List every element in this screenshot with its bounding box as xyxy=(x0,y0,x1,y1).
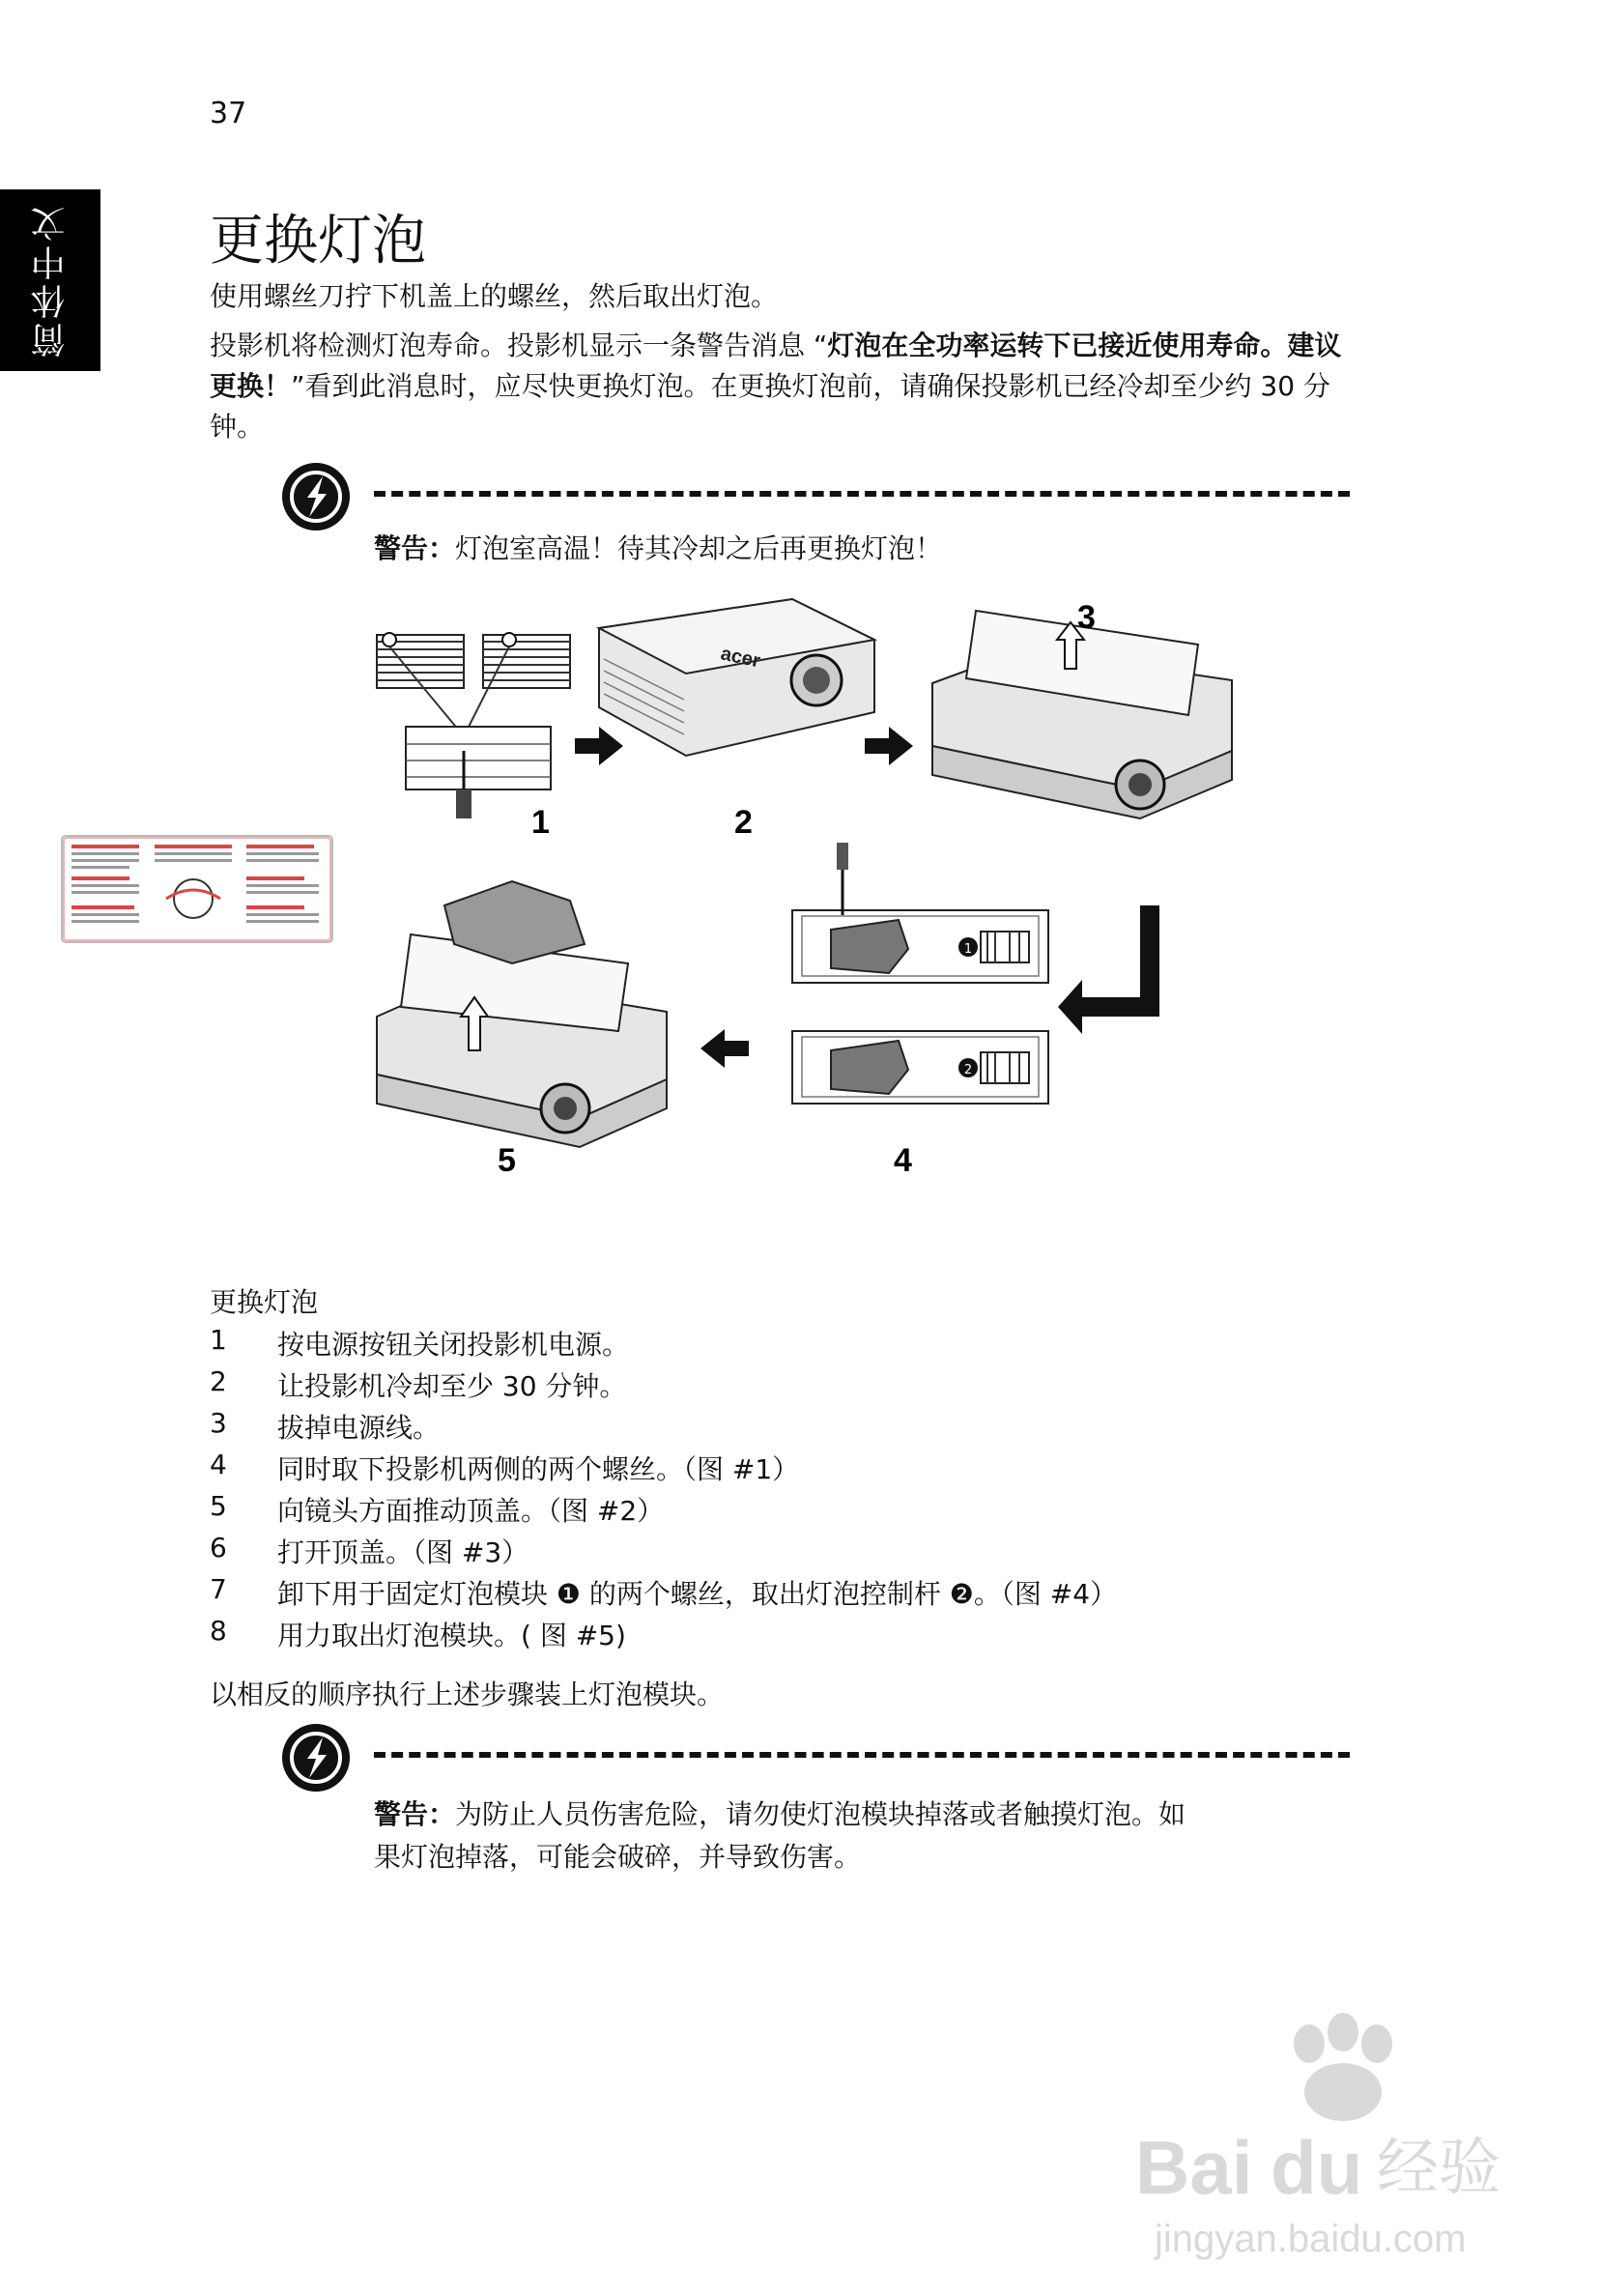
warning-1-text: 灯泡室高温！待其冷却之后再更换灯泡！ xyxy=(455,532,943,564)
list-item: 8 用力取出灯泡模块。( 图 #5) xyxy=(210,1615,626,1651)
watermark-service: 经验 xyxy=(1377,2133,1500,2204)
intro-paragraph xyxy=(210,326,1350,447)
list-item: 7 卸下用于固定灯泡模块 ❶ 的两个螺丝，取出灯泡控制杆 ❷。（图 #4） xyxy=(210,1573,1118,1610)
baidu-watermark xyxy=(1126,2005,1541,2266)
step-label-1: 1 xyxy=(531,804,550,841)
warning-label: 警告： xyxy=(374,1798,456,1830)
step-label-4: 4 xyxy=(894,1142,912,1179)
step-1-illustration xyxy=(377,633,570,818)
steps-heading: 更换灯泡 xyxy=(210,1286,319,1318)
list-item: 2 让投影机冷却至少 30 分钟。 xyxy=(210,1365,627,1402)
list-item: 5 向镜头方面推动顶盖。（图 #2） xyxy=(210,1490,665,1527)
watermark-brand: Bai xyxy=(1135,2125,1253,2210)
warning-2 xyxy=(374,1794,1340,1879)
lamp-warning-message: 灯泡在全功率运转下已接近使用寿命。建议更换！ xyxy=(210,330,1342,402)
warning-2-line-2: 果灯泡掉落，可能会破碎，并导致伤害。 xyxy=(374,1841,862,1873)
brand-label: acer xyxy=(718,643,762,673)
intro-line-1: 使用螺丝刀拧下机盖上的螺丝，然后取出灯泡。 xyxy=(210,280,779,312)
language-tab xyxy=(0,189,100,371)
step-label-2: 2 xyxy=(734,804,753,841)
arrow-left xyxy=(700,1029,749,1068)
arrow-down-left xyxy=(1058,905,1159,1034)
paw-icon xyxy=(1294,2013,1392,2121)
warning-label: 警告： xyxy=(374,532,456,564)
watermark-url: jingyan.baidu.com xyxy=(1155,2218,1467,2260)
intro-text-pre: 投影机将检测灯泡寿命。投影机显示一条警告消息 “ xyxy=(210,330,828,361)
step-label-5: 5 xyxy=(498,1142,516,1179)
reinstall-note: 以相反的顺序执行上述步骤装上灯泡模块。 xyxy=(210,1679,725,1710)
warning-divider xyxy=(374,1752,1350,1758)
warning-2-line-1: 为防止人员伤害危险，请勿使灯泡模块掉落或者触摸灯泡。如 xyxy=(455,1798,1186,1830)
warning-1 xyxy=(374,528,1340,570)
list-item: 3 拔掉电源线。 xyxy=(210,1407,441,1444)
language-tab-label: 简体中文 xyxy=(30,203,71,358)
page-number: 37 xyxy=(210,97,247,130)
intro-text-post: ”看到此消息时，应尽快更换灯泡。在更换灯泡前，请确保投影机已经冷却至少约 30 分钟。 xyxy=(210,370,1330,443)
warning-icon xyxy=(282,1724,350,1792)
arrow-right xyxy=(575,727,623,765)
step-5-illustration xyxy=(377,881,667,1147)
warning-icon xyxy=(282,463,350,531)
svg-text:2: 2 xyxy=(963,1063,973,1077)
step-label-3: 3 xyxy=(1077,599,1096,636)
arrow-right xyxy=(865,727,913,765)
svg-text:1: 1 xyxy=(963,942,973,957)
list-item: 1 按电源按钮关闭投影机电源。 xyxy=(210,1324,630,1361)
watermark-brand-2: du xyxy=(1271,2125,1363,2210)
list-item: 4 同时取下投影机两侧的两个螺丝。（图 #1） xyxy=(210,1449,800,1485)
lamp-replacement-diagram xyxy=(58,591,1343,1210)
list-item: 6 打开顶盖。（图 #3） xyxy=(210,1532,529,1568)
step-2-illustration xyxy=(599,599,874,756)
warning-divider xyxy=(374,491,1350,497)
step-4-illustration xyxy=(792,843,1048,1104)
page-title: 更换灯泡 xyxy=(210,210,426,273)
step-3-illustration xyxy=(932,611,1232,818)
warning-label-card xyxy=(62,836,332,942)
